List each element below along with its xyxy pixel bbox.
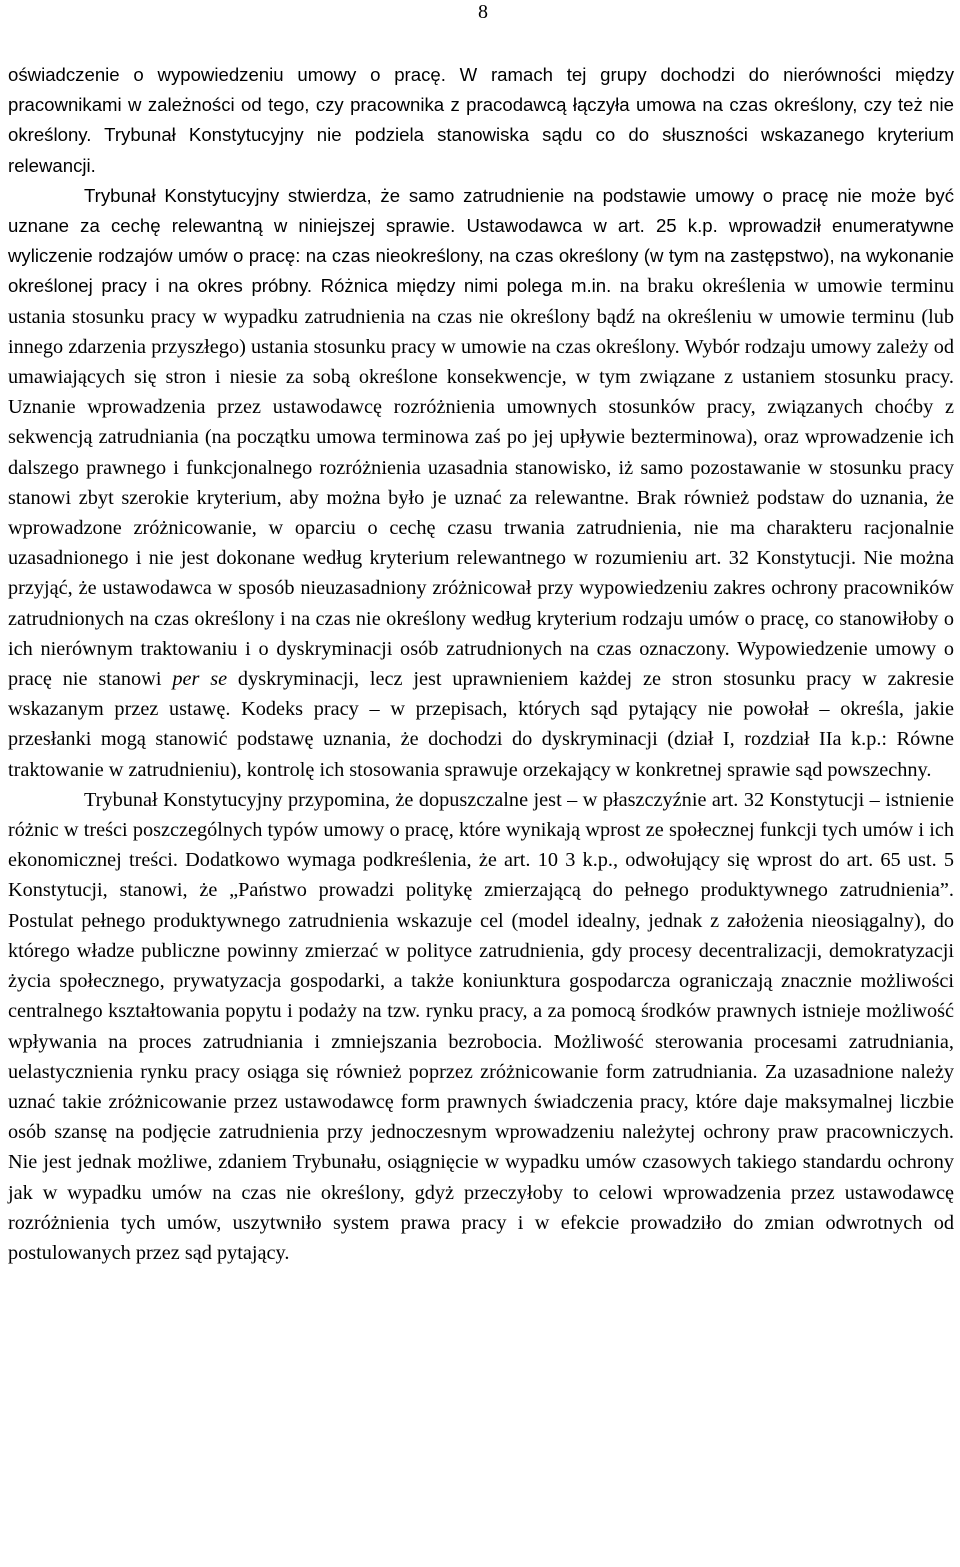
paragraph-3 — [8, 785, 954, 1268]
paragraph-1-text-b: Trybunał Konstytucyjny nie podziela stanowiska sądu co do słuszności wskazanego kryterium relewancji. — [8, 124, 954, 176]
paragraph-2 — [8, 181, 954, 785]
paragraph-2-text-b: na braku określenia w umowie terminu ustania stosunku pracy w wypadku zatrudnienia na czas nie określony bądź na określeniu w umowie terminu (lub innego zdarzenia przyszłego) ustania stosunku pracy w umowie na czas określony. Wybór rodzaju umowy zależy od umawiających się stron i niesie za sobą określone konsekwencje, w tym związane z ustaniem stosunku pracy. Uznanie wprowadzenia przez ustawodawcę rozróżnienia umownych stosunków pracy, związanych choćby z sekwencją zatrudniania (na początku umowa terminowa zaś po jej upływie bezterminowa), oraz wprowadzenie ich dalszego prawnego i funkcjonalnego rozróżnienia uzasadnia stanowisko, iż samo pozostawanie w stosunku pracy stanowi zbyt szerokie kryterium, aby można było je uznać za relewantne. Brak również podstaw do uznania, że wprowadzone zróżnicowanie, w oparciu o cechę czasu trwania zatrudnienia, nie ma charakteru racjonalnie uzasadnionego i nie jest dokonane według kryterium relewantnego w rozumieniu art. 32 Konstytucji. Nie można przyjąć, że ustawodawca w sposób nieuzasadniony zróżnicował przy wypowiedzeniu zakres ochrony pracowników zatrudnionych na czas określony i na czas nie określony według kryterium rodzaju umów o pracę, co stanowiłoby o ich nierównym traktowaniu i o dyskryminacji osób zatrudnionych na czas oznaczony. Wypowiedzenie umowy o pracę nie stanowi — [8, 275, 954, 691]
paragraph-2-text-a: Trybunał Konstytucyjny stwierdza, że samo zatrudnienie na podstawie umowy o pracę nie może być uznane za cechę relewantną w niniejszej sprawie. Ustawodawca w art. 25 k.p. wprowadził enumeratywne wyliczenie rodzajów umów o pracę: na czas nieokreślony, na czas określony (w tym na zastępstwo), na wykonanie określonej pracy i na okres próbny. Różnica między nimi polega m.in. — [8, 184, 954, 297]
paragraph-3-text: Trybunał Konstytucyjny przypomina, że dopuszczalne jest – w płaszczyźnie art. 32 Konstytucji – istnienie różnic w treści poszczególnych typów umowy o pracę, które wynikają wprost ze społecznej funkcji tych umów i ich ekonomicznej treści. Dodatkowo wymaga podkreślenia, że art. 10 3 k.p., odwołujący się wprost do art. 65 ust. 5 Konstytucji, stanowi, że „Państwo prowadzi politykę zmierzającą do pełnego produktywnego zatrudnienia”. Postulat pełnego produktywnego zatrudnienia wskazuje cel (model idealny, jednak z założenia nieosiągalny), do którego władze publiczne powinny zmierzać w polityce zatrudnienia, gdy procesy decentralizacji, demokratyzacji życia społecznego, prywatyzacja gospodarki, a także koniunktura gospodarcza ograniczają znacznie możliwości centralnego kształtowania popytu i podaży na tzw. rynku pracy, a za pomocą środków prawnych istnieje możliwość wpływania na proces zatrudniania i zmniejszania bezrobocia. Możliwość sterowania procesami zatrudniania, uelastycznienia rynku pracy osiąga się również poprzez zróżnicowanie form zatrudniania. Za uzasadnione należy uznać takie zróżnicowanie przez ustawodawcę form prawnych świadczenia pracy, które daje maksymalnej liczbie osób szansę na podjęcie zatrudnienia przy jednoczesnym wprowadzeniu należytej ochrony praw pracowniczych. Nie jest jednak możliwe, zdaniem Trybunału, osiągnięcie w wypadku umów czasowych takiego standardu ochrony jak w wypadku umów na czas nie określony, gdyż przeczyłoby to celowi wprowadzenia przez ustawodawcę rozróżnienia tych umów, uszytwniło system prawa pracy i w efekcie prowadziło do zmian odwrotnych od postulowanych przez sąd pytający. — [8, 788, 954, 1264]
paragraph-1 — [8, 60, 954, 181]
document-body — [8, 60, 954, 1268]
paragraph-1-text-a: oświadczenie o wypowiedzeniu umowy o pracę. W ramach tej grupy dochodzi do nierówności między pracownikami w zależności od tego, czy pracownika z pracodawcą łączyła umowa na czas określony, czy też nie określony. — [8, 64, 954, 146]
page-number: 8 — [478, 1, 488, 23]
paragraph-2-italic-term: per se — [172, 668, 228, 691]
paragraph-2-text-c: dyskryminacji, lecz jest uprawnieniem każdej ze stron stosunku pracy w zakresie wskazanym przez ustawę. Kodeks pracy – w przepisach, których sąd pytający nie powołał – określa, jakie przesłanki mogą stanowić podstawę uznania, że dochodzi do dyskryminacji (dział I, rozdział IIa k.p.: Równe traktowanie w zatrudnieniu), kontrolę ich stosowania sprawuje orzekający w konkretnej sprawie sąd powszechny. — [8, 668, 955, 781]
